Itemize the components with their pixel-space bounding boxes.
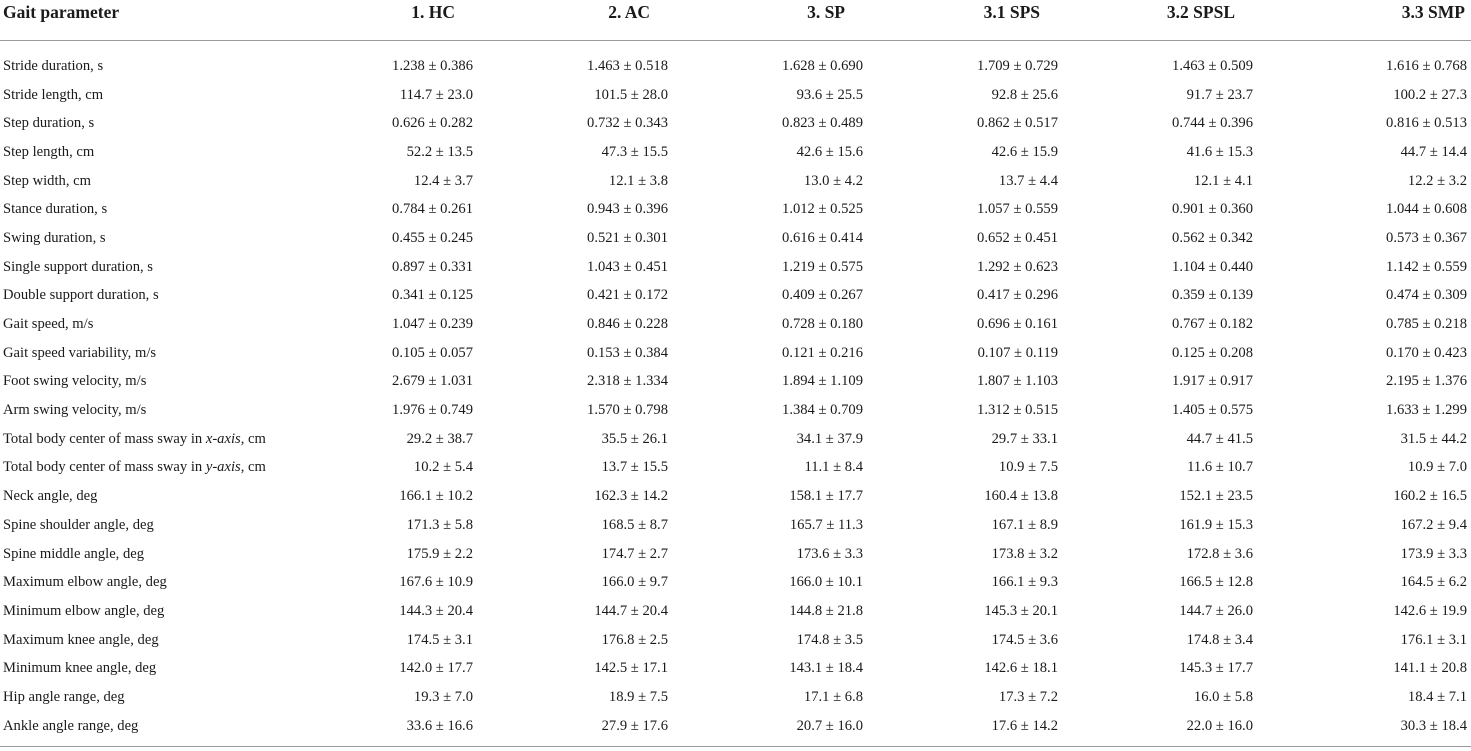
row-label-post: , cm	[240, 430, 266, 447]
cell-value: 0.153 ± 0.384	[587, 344, 668, 361]
cell-value: 142.5 ± 17.1	[594, 660, 668, 677]
row-label-pre: Total body center of mass sway in	[3, 459, 206, 476]
cell-value: 1.104 ± 0.440	[1172, 258, 1253, 275]
cell-value: 0.573 ± 0.367	[1386, 229, 1467, 246]
cell-value: 22.0 ± 16.0	[1186, 717, 1253, 734]
cell-value: 0.170 ± 0.423	[1386, 344, 1467, 361]
cell-value: 172.8 ± 3.6	[1186, 545, 1253, 562]
cell-value: 152.1 ± 23.5	[1179, 488, 1253, 505]
cell-value: 0.455 ± 0.245	[392, 229, 473, 246]
cell-value: 0.785 ± 0.218	[1386, 316, 1467, 333]
cell-value: 0.823 ± 0.489	[782, 115, 863, 132]
row-label	[0, 511, 300, 540]
cell-value: 167.1 ± 8.9	[991, 516, 1058, 533]
row-label	[0, 138, 300, 167]
cell-value: 174.5 ± 3.6	[991, 631, 1058, 648]
cell-value: 12.1 ± 3.8	[608, 172, 668, 189]
cell-value: 93.6 ± 25.5	[796, 86, 863, 103]
table-body	[0, 52, 1471, 741]
cell-value: 42.6 ± 15.9	[991, 143, 1058, 160]
table-row	[0, 712, 1471, 741]
cell-value: 174.5 ± 3.1	[406, 631, 473, 648]
row-label-pre: Neck angle, deg	[3, 488, 98, 505]
cell-value: 171.3 ± 5.8	[406, 516, 473, 533]
cell-value: 47.3 ± 15.5	[601, 143, 668, 160]
row-label-pre: Maximum elbow angle, deg	[3, 574, 167, 591]
header-row	[0, 0, 1471, 41]
row-label-pre: Maximum knee angle, deg	[3, 631, 159, 648]
cell-value: 101.5 ± 28.0	[594, 86, 668, 103]
cell-value: 1.238 ± 0.386	[392, 57, 473, 74]
cell-value: 11.1 ± 8.4	[804, 459, 863, 476]
cell-value: 160.4 ± 13.8	[984, 488, 1058, 505]
cell-value: 0.943 ± 0.396	[587, 201, 668, 218]
cell-value: 0.846 ± 0.228	[587, 316, 668, 333]
cell-value: 1.044 ± 0.608	[1386, 201, 1467, 218]
cell-value: 173.8 ± 3.2	[991, 545, 1058, 562]
row-label-pre: Stride duration, s	[3, 57, 104, 74]
row-label-pre: Step duration, s	[3, 115, 95, 132]
cell-value: 167.6 ± 10.9	[399, 574, 473, 591]
cell-value: 166.0 ± 9.7	[601, 574, 668, 591]
cell-value: 20.7 ± 16.0	[796, 717, 863, 734]
cell-value: 144.7 ± 20.4	[594, 602, 668, 619]
cell-value: 166.1 ± 9.3	[991, 574, 1058, 591]
cell-value: 30.3 ± 18.4	[1400, 717, 1467, 734]
cell-value: 0.784 ± 0.261	[392, 201, 473, 218]
cell-value: 174.8 ± 3.5	[796, 631, 863, 648]
cell-value: 12.1 ± 4.1	[1193, 172, 1253, 189]
cell-value: 1.312 ± 0.515	[977, 402, 1058, 419]
table-header	[0, 0, 1471, 52]
cell-value: 173.6 ± 3.3	[796, 545, 863, 562]
table-row	[0, 339, 1471, 368]
cell-value: 166.0 ± 10.1	[789, 574, 863, 591]
cell-value: 1.047 ± 0.239	[392, 316, 473, 333]
bottom-rule	[0, 746, 1471, 747]
cell-value: 1.894 ± 1.109	[782, 373, 863, 390]
row-label	[0, 167, 300, 196]
cell-value: 161.9 ± 15.3	[1179, 516, 1253, 533]
cell-value: 19.3 ± 7.0	[413, 688, 473, 705]
cell-value: 142.6 ± 18.1	[984, 660, 1058, 677]
cell-value: 160.2 ± 16.5	[1393, 488, 1467, 505]
row-label-pre: Arm swing velocity, m/s	[3, 402, 147, 419]
row-label-pre: Swing duration, s	[3, 229, 106, 246]
cell-value: 1.463 ± 0.509	[1172, 57, 1253, 74]
cell-value: 164.5 ± 6.2	[1400, 574, 1467, 591]
cell-value: 1.709 ± 0.729	[977, 57, 1058, 74]
cell-value: 13.7 ± 15.5	[601, 459, 668, 476]
cell-value: 0.897 ± 0.331	[392, 258, 473, 275]
row-label	[0, 482, 300, 511]
table-row	[0, 482, 1471, 511]
cell-value: 41.6 ± 15.3	[1186, 143, 1253, 160]
row-label	[0, 626, 300, 655]
cell-value: 166.1 ± 10.2	[399, 488, 473, 505]
cell-value: 174.8 ± 3.4	[1186, 631, 1253, 648]
cell-value: 27.9 ± 17.6	[601, 717, 668, 734]
cell-value: 34.1 ± 37.9	[796, 430, 863, 447]
cell-value: 0.767 ± 0.182	[1172, 316, 1253, 333]
cell-value: 114.7 ± 23.0	[399, 86, 473, 103]
cell-value: 0.652 ± 0.451	[977, 229, 1058, 246]
cell-value: 0.417 ± 0.296	[977, 287, 1058, 304]
cell-value: 0.732 ± 0.343	[587, 115, 668, 132]
cell-value: 166.5 ± 12.8	[1179, 574, 1253, 591]
cell-value: 44.7 ± 41.5	[1186, 430, 1253, 447]
row-label-post: , cm	[240, 459, 266, 476]
cell-value: 144.7 ± 26.0	[1179, 602, 1253, 619]
cell-value: 0.421 ± 0.172	[587, 287, 668, 304]
table-row	[0, 310, 1471, 339]
cell-value: 0.901 ± 0.360	[1172, 201, 1253, 218]
table-row	[0, 568, 1471, 597]
cell-value: 0.626 ± 0.282	[392, 115, 473, 132]
header-smp: 3.3 SMP	[1401, 2, 1465, 22]
cell-value: 1.917 ± 0.917	[1172, 373, 1253, 390]
table-row	[0, 683, 1471, 712]
cell-value: 2.679 ± 1.031	[392, 373, 473, 390]
table-row	[0, 167, 1471, 196]
row-label	[0, 568, 300, 597]
row-label-pre: Gait speed, m/s	[3, 316, 94, 333]
cell-value: 29.2 ± 38.7	[406, 430, 473, 447]
cell-value: 168.5 ± 8.7	[601, 516, 668, 533]
row-label-pre: Total body center of mass sway in	[3, 430, 206, 447]
cell-value: 176.1 ± 3.1	[1400, 631, 1467, 648]
cell-value: 1.570 ± 0.798	[587, 402, 668, 419]
cell-value: 18.9 ± 7.5	[608, 688, 668, 705]
table-row	[0, 224, 1471, 253]
row-label	[0, 282, 300, 311]
cell-value: 142.6 ± 19.9	[1393, 602, 1467, 619]
cell-value: 16.0 ± 5.8	[1193, 688, 1253, 705]
cell-value: 12.4 ± 3.7	[413, 172, 473, 189]
cell-value: 31.5 ± 44.2	[1400, 430, 1467, 447]
table-row	[0, 138, 1471, 167]
cell-value: 1.219 ± 0.575	[782, 258, 863, 275]
header-gait-parameter: Gait parameter	[3, 2, 120, 22]
row-label	[0, 81, 300, 110]
cell-value: 175.9 ± 2.2	[406, 545, 473, 562]
row-label-pre: Step length, cm	[3, 143, 95, 160]
cell-value: 1.057 ± 0.559	[977, 201, 1058, 218]
row-label	[0, 454, 300, 483]
cell-value: 29.7 ± 33.1	[991, 430, 1058, 447]
row-label	[0, 195, 300, 224]
cell-value: 176.8 ± 2.5	[601, 631, 668, 648]
table-row	[0, 540, 1471, 569]
row-label-pre: Spine middle angle, deg	[3, 545, 145, 562]
cell-value: 91.7 ± 23.7	[1186, 86, 1253, 103]
header-ac: 2. AC	[608, 2, 650, 22]
row-label-pre: Minimum knee angle, deg	[3, 660, 157, 677]
cell-value: 1.043 ± 0.451	[587, 258, 668, 275]
cell-value: 1.012 ± 0.525	[782, 201, 863, 218]
table-row	[0, 597, 1471, 626]
cell-value: 2.318 ± 1.334	[587, 373, 668, 390]
cell-value: 11.6 ± 10.7	[1187, 459, 1253, 476]
table-row	[0, 396, 1471, 425]
cell-value: 1.292 ± 0.623	[977, 258, 1058, 275]
table-row	[0, 52, 1471, 81]
cell-value: 144.8 ± 21.8	[789, 602, 863, 619]
cell-value: 0.562 ± 0.342	[1172, 229, 1253, 246]
cell-value: 13.7 ± 4.4	[998, 172, 1058, 189]
cell-value: 10.2 ± 5.4	[413, 459, 473, 476]
cell-value: 0.341 ± 0.125	[392, 287, 473, 304]
cell-value: 158.1 ± 17.7	[789, 488, 863, 505]
cell-value: 12.2 ± 3.2	[1407, 172, 1467, 189]
cell-value: 144.3 ± 20.4	[399, 602, 473, 619]
cell-value: 0.816 ± 0.513	[1386, 115, 1467, 132]
table-row	[0, 425, 1471, 454]
header-sp: 3. SP	[807, 2, 845, 22]
cell-value: 0.409 ± 0.267	[782, 287, 863, 304]
table-row	[0, 654, 1471, 683]
cell-value: 142.0 ± 17.7	[399, 660, 473, 677]
row-label	[0, 368, 300, 397]
table-row	[0, 282, 1471, 311]
table-row	[0, 511, 1471, 540]
cell-value: 0.359 ± 0.139	[1172, 287, 1253, 304]
table-row	[0, 195, 1471, 224]
cell-value: 17.3 ± 7.2	[998, 688, 1058, 705]
cell-value: 100.2 ± 27.3	[1393, 86, 1467, 103]
row-label-pre: Single support duration, s	[3, 258, 153, 275]
row-label-pre: Stride length, cm	[3, 86, 104, 103]
cell-value: 0.121 ± 0.216	[782, 344, 863, 361]
cell-value: 0.862 ± 0.517	[977, 115, 1058, 132]
row-label-pre: Ankle angle range, deg	[3, 717, 139, 734]
table-row	[0, 109, 1471, 138]
cell-value: 0.125 ± 0.208	[1172, 344, 1253, 361]
cell-value: 13.0 ± 4.2	[803, 172, 863, 189]
cell-value: 92.8 ± 25.6	[991, 86, 1058, 103]
cell-value: 1.976 ± 0.749	[392, 402, 473, 419]
cell-value: 2.195 ± 1.376	[1386, 373, 1467, 390]
table-row	[0, 81, 1471, 110]
header-sps: 3.1 SPS	[983, 2, 1040, 22]
table-row	[0, 626, 1471, 655]
cell-value: 0.696 ± 0.161	[977, 316, 1058, 333]
cell-value: 18.4 ± 7.1	[1407, 688, 1467, 705]
cell-value: 0.107 ± 0.119	[977, 344, 1058, 361]
cell-value: 42.6 ± 15.6	[796, 143, 863, 160]
cell-value: 167.2 ± 9.4	[1400, 516, 1467, 533]
cell-value: 1.807 ± 1.103	[977, 373, 1058, 390]
row-label-pre: Hip angle range, deg	[3, 688, 125, 705]
cell-value: 0.474 ± 0.309	[1386, 287, 1467, 304]
row-label	[0, 396, 300, 425]
row-label	[0, 310, 300, 339]
row-label-pre: Foot swing velocity, m/s	[3, 373, 147, 390]
cell-value: 1.616 ± 0.768	[1386, 57, 1467, 74]
cell-value: 145.3 ± 20.1	[984, 602, 1058, 619]
cell-value: 0.105 ± 0.057	[392, 344, 473, 361]
row-label	[0, 540, 300, 569]
row-label	[0, 597, 300, 626]
cell-value: 165.7 ± 11.3	[789, 516, 863, 533]
row-label-pre: Step width, cm	[3, 172, 91, 189]
table-row	[0, 454, 1471, 483]
cell-value: 44.7 ± 14.4	[1400, 143, 1467, 160]
row-label	[0, 52, 300, 81]
header-spsl: 3.2 SPSL	[1166, 2, 1235, 22]
cell-value: 1.405 ± 0.575	[1172, 402, 1253, 419]
row-label	[0, 654, 300, 683]
row-label-pre: Double support duration, s	[3, 287, 159, 304]
cell-value: 145.3 ± 17.7	[1179, 660, 1253, 677]
row-label	[0, 683, 300, 712]
cell-value: 17.6 ± 14.2	[991, 717, 1058, 734]
cell-value: 0.744 ± 0.396	[1172, 115, 1253, 132]
header-hc: 1. HC	[411, 2, 455, 22]
cell-value: 1.384 ± 0.709	[782, 402, 863, 419]
row-label	[0, 339, 300, 368]
cell-value: 141.1 ± 20.8	[1393, 660, 1467, 677]
spacer-cell	[0, 41, 1471, 53]
row-label-pre: Spine shoulder angle, deg	[3, 516, 154, 533]
row-label-em: x-axis	[205, 430, 241, 447]
cell-value: 1.628 ± 0.690	[782, 57, 863, 74]
row-label	[0, 224, 300, 253]
cell-value: 174.7 ± 2.7	[601, 545, 668, 562]
row-label	[0, 253, 300, 282]
row-label	[0, 109, 300, 138]
row-label	[0, 425, 300, 454]
cell-value: 10.9 ± 7.5	[998, 459, 1058, 476]
table-row	[0, 253, 1471, 282]
cell-value: 1.142 ± 0.559	[1386, 258, 1467, 275]
cell-value: 35.5 ± 26.1	[601, 430, 668, 447]
row-label	[0, 712, 300, 741]
header-spacer	[0, 41, 1471, 53]
cell-value: 173.9 ± 3.3	[1400, 545, 1467, 562]
cell-value: 162.3 ± 14.2	[594, 488, 668, 505]
table-row	[0, 368, 1471, 397]
cell-value: 1.463 ± 0.518	[587, 57, 668, 74]
row-label-em: y-axis	[205, 459, 241, 476]
cell-value: 52.2 ± 13.5	[406, 143, 473, 160]
row-label-pre: Stance duration, s	[3, 201, 108, 218]
cell-value: 10.9 ± 7.0	[1407, 459, 1467, 476]
cell-value: 33.6 ± 16.6	[406, 717, 473, 734]
cell-value: 0.616 ± 0.414	[782, 229, 863, 246]
cell-value: 17.1 ± 6.8	[803, 688, 863, 705]
cell-value: 0.521 ± 0.301	[587, 229, 668, 246]
cell-value: 0.728 ± 0.180	[782, 316, 863, 333]
row-label-pre: Minimum elbow angle, deg	[3, 602, 165, 619]
cell-value: 1.633 ± 1.299	[1386, 402, 1467, 419]
cell-value: 143.1 ± 18.4	[789, 660, 863, 677]
row-label-pre: Gait speed variability, m/s	[3, 344, 157, 361]
